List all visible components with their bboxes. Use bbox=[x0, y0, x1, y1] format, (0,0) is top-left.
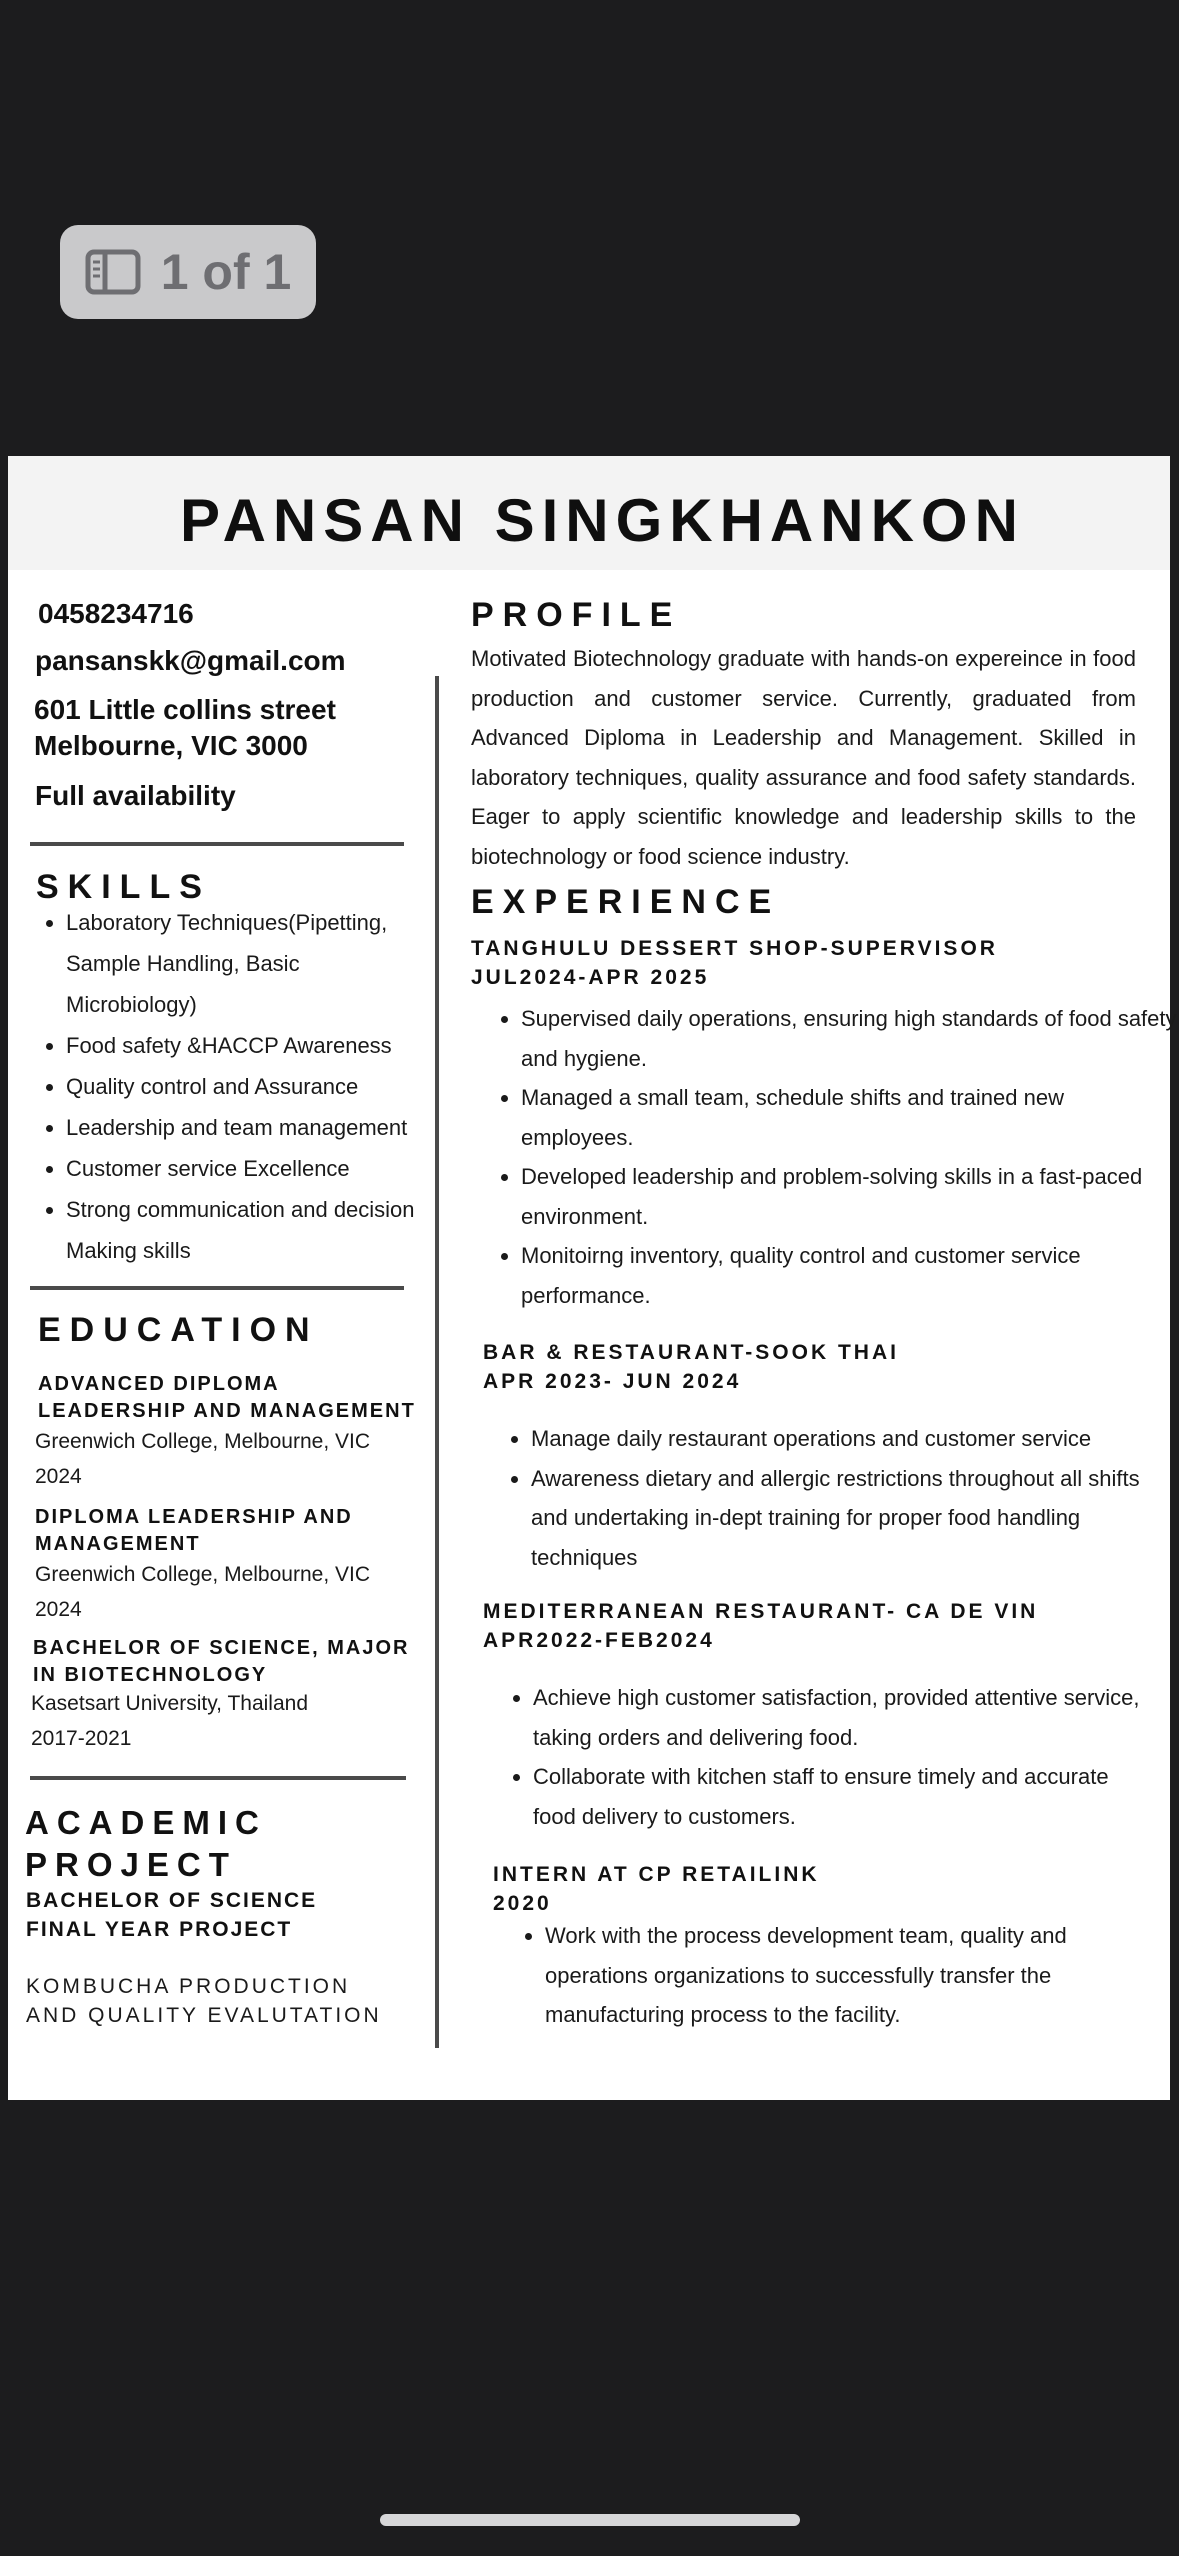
education-heading: EDUCATION bbox=[38, 1311, 319, 1349]
job-bullet: • Supervised daily operations, ensuring high standards of food safety and hygiene. bbox=[521, 999, 1179, 1078]
education-details bbox=[35, 1557, 370, 1627]
education-school: Greenwich College, Melbourne, VIC bbox=[35, 1430, 370, 1453]
job-bullet: • Managed a small team, schedule shifts and trained new employees. bbox=[521, 1078, 1179, 1157]
contact-phone: 0458234716 bbox=[38, 598, 194, 629]
document-page[interactable] bbox=[8, 456, 1177, 2100]
job-bullets bbox=[471, 999, 1179, 1315]
job-bullet: • Developed leadership and problem-solving skills in a fast-paced environment. bbox=[521, 1157, 1179, 1236]
divider bbox=[30, 842, 404, 846]
skill-item: • Customer service Excellence bbox=[66, 1148, 426, 1189]
job-bullets bbox=[495, 1916, 1165, 2035]
job-dates: 2020 bbox=[493, 1892, 552, 1915]
education-entry bbox=[38, 1371, 416, 1425]
job-header bbox=[483, 1597, 1038, 1655]
skill-item: • Strong communication and decision Making skills bbox=[66, 1189, 426, 1271]
job-bullet: • Achieve high customer satisfaction, provided attentive service, taking orders and delivering food. bbox=[533, 1678, 1155, 1757]
skill-item: • Quality control and Assurance bbox=[66, 1066, 426, 1107]
job-header bbox=[483, 1338, 899, 1396]
education-degree-line2: LEADERSHIP AND MANAGEMENT bbox=[38, 1400, 416, 1422]
job-bullets bbox=[483, 1678, 1155, 1836]
resume-name: PANSAN SINGKHANKON bbox=[180, 487, 1025, 554]
job-title: MEDITERRANEAN RESTAURANT- CA DE VIN bbox=[483, 1600, 1039, 1623]
academic-subtitle-line2: FINAL YEAR PROJECT bbox=[26, 1918, 293, 1941]
job-bullets bbox=[481, 1419, 1171, 1577]
experience-heading: EXPERIENCE bbox=[471, 883, 781, 921]
job-dates: APR 2023- JUN 2024 bbox=[483, 1370, 742, 1393]
education-entry bbox=[33, 1635, 409, 1689]
academic-heading-line2: PROJECT bbox=[25, 1846, 237, 1883]
job-bullet: • Manage daily restaurant operations and customer service bbox=[531, 1419, 1171, 1459]
education-years: 2024 bbox=[35, 1598, 82, 1621]
education-degree-line1: BACHELOR OF SCIENCE, MAJOR bbox=[33, 1637, 410, 1659]
column-divider bbox=[435, 676, 439, 2048]
education-details bbox=[35, 1424, 370, 1494]
skill-item: • Food safety &HACCP Awareness bbox=[66, 1025, 426, 1066]
education-years: 2017-2021 bbox=[31, 1727, 132, 1750]
profile-heading: PROFILE bbox=[471, 596, 682, 634]
education-degree-line1: DIPLOMA LEADERSHIP AND bbox=[35, 1506, 353, 1528]
education-degree-line1: ADVANCED DIPLOMA bbox=[38, 1373, 280, 1395]
contact-availability: Full availability bbox=[35, 780, 236, 811]
education-degree-line2: MANAGEMENT bbox=[35, 1533, 201, 1555]
academic-project bbox=[26, 1972, 382, 2030]
job-bullet: • Awareness dietary and allergic restrictions throughout all shifts and undertaking in-dept training for proper food handling techniques bbox=[531, 1459, 1171, 1578]
job-bullet: • Monitoirng inventory, quality control and customer service performance. bbox=[521, 1236, 1179, 1315]
contact-email: pansanskk@gmail.com bbox=[35, 645, 346, 676]
job-bullet: • Work with the process development team, quality and operations organizations to successfully transfer the manufacturing process to the facility. bbox=[545, 1916, 1165, 2035]
job-title: INTERN AT CP RETAILINK bbox=[493, 1863, 820, 1886]
job-title: TANGHULU DESSERT SHOP-SUPERVISOR bbox=[471, 937, 998, 960]
profile-text: Motivated Biotechnology graduate with hands-on expereince in food production and customer service. Currently, graduated from Advanced Diploma in Leadership and Management. Skilled in laboratory techniques, quality assurance and food safety standards. Eager to apply scientific knowledge and leadership skills to the biotechnology or food science industry. bbox=[471, 646, 1136, 869]
contact-address-line2: Melbourne, VIC 3000 bbox=[34, 730, 308, 761]
job-bullet: • Collaborate with kitchen staff to ensure timely and accurate food delivery to customers. bbox=[533, 1757, 1155, 1836]
education-school: Greenwich College, Melbourne, VIC bbox=[35, 1563, 370, 1586]
divider bbox=[30, 1776, 406, 1780]
academic-subtitle-line1: BACHELOR OF SCIENCE bbox=[26, 1889, 318, 1912]
education-degree-line2: IN BIOTECHNOLOGY bbox=[33, 1664, 268, 1686]
contact-address-line1: 601 Little collins street bbox=[34, 694, 336, 725]
education-years: 2024 bbox=[35, 1465, 82, 1488]
job-header bbox=[471, 934, 998, 992]
job-header bbox=[493, 1860, 820, 1918]
skills-heading: SKILLS bbox=[36, 868, 211, 906]
education-school: Kasetsart University, Thailand bbox=[31, 1692, 309, 1715]
skill-item: • Leadership and team management bbox=[66, 1107, 426, 1148]
job-title: BAR & RESTAURANT-SOOK THAI bbox=[483, 1341, 899, 1364]
skill-item: • Laboratory Techniques(Pipetting, Sample Handling, Basic Microbiology) bbox=[66, 902, 426, 1025]
academic-heading bbox=[25, 1802, 267, 1886]
job-dates: JUL2024-APR 2025 bbox=[471, 966, 710, 989]
education-entry bbox=[35, 1504, 353, 1558]
education-details bbox=[31, 1686, 308, 1756]
academic-subtitle bbox=[26, 1886, 317, 1944]
academic-project-line1: KOMBUCHA PRODUCTION bbox=[26, 1975, 351, 1998]
page-counter-button[interactable] bbox=[60, 225, 316, 319]
academic-heading-line1: ACADEMIC bbox=[25, 1804, 267, 1841]
skills-list bbox=[34, 902, 426, 1271]
sidebar-pages-icon bbox=[85, 249, 141, 295]
job-dates: APR2022-FEB2024 bbox=[483, 1629, 715, 1652]
home-indicator[interactable] bbox=[380, 2514, 800, 2526]
academic-project-line2: AND QUALITY EVALUTATION bbox=[26, 2004, 382, 2027]
divider bbox=[30, 1286, 404, 1290]
page-counter-label: 1 of 1 bbox=[160, 244, 292, 300]
